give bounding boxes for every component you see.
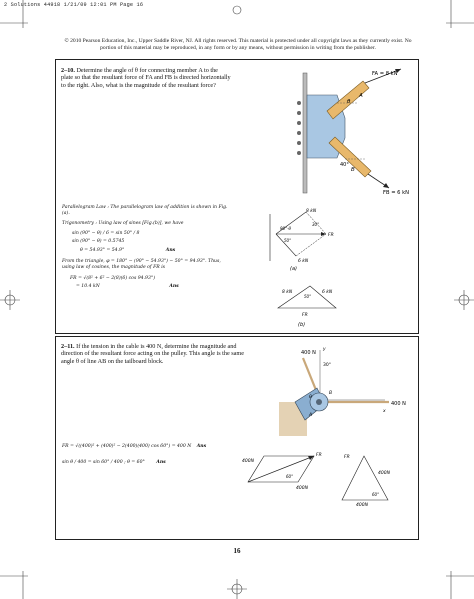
fig-2-11-f2: 400 N <box>391 401 406 407</box>
fig-2-10-angle-label: 40° <box>340 162 349 168</box>
problem-2-11-figure <box>265 340 413 438</box>
solution-2-11-eq1: FR = √((400)² + (400)² − 2(400)(400) cos 60°) = 400 N <box>62 444 192 449</box>
problem-2-11-text: If the tension in the cable is 400 N, determine the magnitude and direction of the resultant force acting on the pulley. This angle is the same angle θ of line AB on the tailboard block. <box>61 343 244 365</box>
sketch-a-caption: (a) <box>290 266 297 272</box>
solution-2-11-sketches <box>238 448 414 506</box>
fig-2-10-fa-label: FA = 8 kN <box>372 71 398 77</box>
solution-2-10-ans2: Ans <box>169 284 179 289</box>
sketch-a-30: 30° <box>312 222 320 227</box>
solution-2-10 <box>62 205 232 290</box>
problem-2-11-statement <box>61 343 256 365</box>
parallelogram-law-text: Parallelogram Law : The parallelogram law of addition is shown in Fig. (a). <box>62 205 228 216</box>
sketch-a-6kn: 6 kN <box>298 259 309 264</box>
fig-2-11-b: B <box>329 391 333 396</box>
sketch-2-11-right-400: 400N <box>378 471 390 476</box>
sketch-2-11-right-400b: 400N <box>356 503 368 506</box>
solution-2-10-ans1: Ans <box>165 248 176 253</box>
problem-2-10-number: 2–10. <box>61 67 75 74</box>
solution-2-10-eq4: FR = √(8² + 6² − 2(8)(6) cos 94.93°) <box>70 276 155 281</box>
page-number: 16 <box>233 547 241 555</box>
sketch-2-11-right-60: 60° <box>372 492 380 497</box>
solution-2-10-eq5: = 10.4 kN <box>76 284 100 289</box>
solution-2-11 <box>62 444 222 466</box>
sketch-a-fr: FR <box>328 233 334 238</box>
solution-2-11-eq2: sin θ / 400 = sin 60° / 400 ; θ = 60° <box>62 460 145 465</box>
sketch-2-11-left-400b: 400N <box>296 486 308 491</box>
fig-2-11-angle: 30° <box>323 363 331 368</box>
sketch-b-50: 50° <box>304 294 312 299</box>
sketch-a-50: 50° <box>284 238 292 243</box>
sketch-2-11-left-60: 60° <box>286 474 294 479</box>
sketch-b-6kn: 6 kN <box>322 290 333 295</box>
problem-2-10-statement <box>61 67 231 89</box>
solution-2-10-eq1: sin (90° − θ) / 6 = sin 50° / 8 <box>72 231 140 236</box>
sketch-b-caption: (b) <box>298 322 306 328</box>
fig-2-10-fb-label: FB = 6 kN <box>383 190 410 196</box>
sketch-2-11-right-fr: FR <box>344 455 350 460</box>
fig-2-10-theta-label: θ <box>347 99 351 105</box>
fig-2-11-theta: θ <box>309 395 312 400</box>
sketch-2-11-left-400: 400N <box>242 459 254 464</box>
sketch-2-11-left-fr: FR <box>316 453 322 458</box>
solution-2-10-eq2: sin (90° − θ) = 0.5745 <box>72 239 125 244</box>
problem-2-10-text: Determine the angle of θ for connecting member A to the plate so that the resultant force of FA and FB is directed horizontally to the right. Also, what is the magnitude of the resultant force? <box>61 67 231 89</box>
fig-2-11-y: y <box>323 347 326 352</box>
copyright-notice: © 2010 Pearson Education, Inc., Upper Saddle River, NJ. All rights reserved. This material is protected under all copyright laws as they currently exist. No portion of this material may be reproduced, in any form or by any means, without permission in writing from the publisher. <box>64 38 412 51</box>
problem-2-10-figure <box>285 63 415 198</box>
solution-2-10-eq3: θ = 54.93° = 54.9° <box>80 248 125 253</box>
problem-2-11-number: 2–11. <box>61 343 75 350</box>
sketch-b-fr: FR <box>302 313 308 318</box>
solution-2-10-sketches <box>268 206 368 328</box>
fig-2-11-a: A <box>309 413 313 418</box>
solution-2-11-ans1: Ans <box>196 444 207 449</box>
solution-2-11-ans2: Ans <box>156 460 166 465</box>
fig-2-11-f1: 400 N <box>301 350 316 356</box>
running-header: 2 Solutions 44918 1/21/09 12:01 PM Page 16 <box>4 2 144 8</box>
fig-2-10-a-label: A <box>359 93 363 99</box>
trig-intro-text: Trigonometry : Using law of sines [Fig.(b)], we have <box>62 221 184 226</box>
fig-2-10-b-label: B <box>351 167 355 173</box>
fig-2-11-x: x <box>383 409 386 414</box>
solution-2-10-triangle-text: From the triangle, φ = 180° − (90° − 54.93°) − 50° = 94.93°. Thus, using law of cosines, the magnitude of FR is <box>62 259 221 270</box>
sketch-b-8kn: 8 kN <box>282 290 293 295</box>
sketch-a-90: 90°-θ <box>280 226 291 231</box>
sketch-a-8kn: 8 kN <box>306 209 317 214</box>
